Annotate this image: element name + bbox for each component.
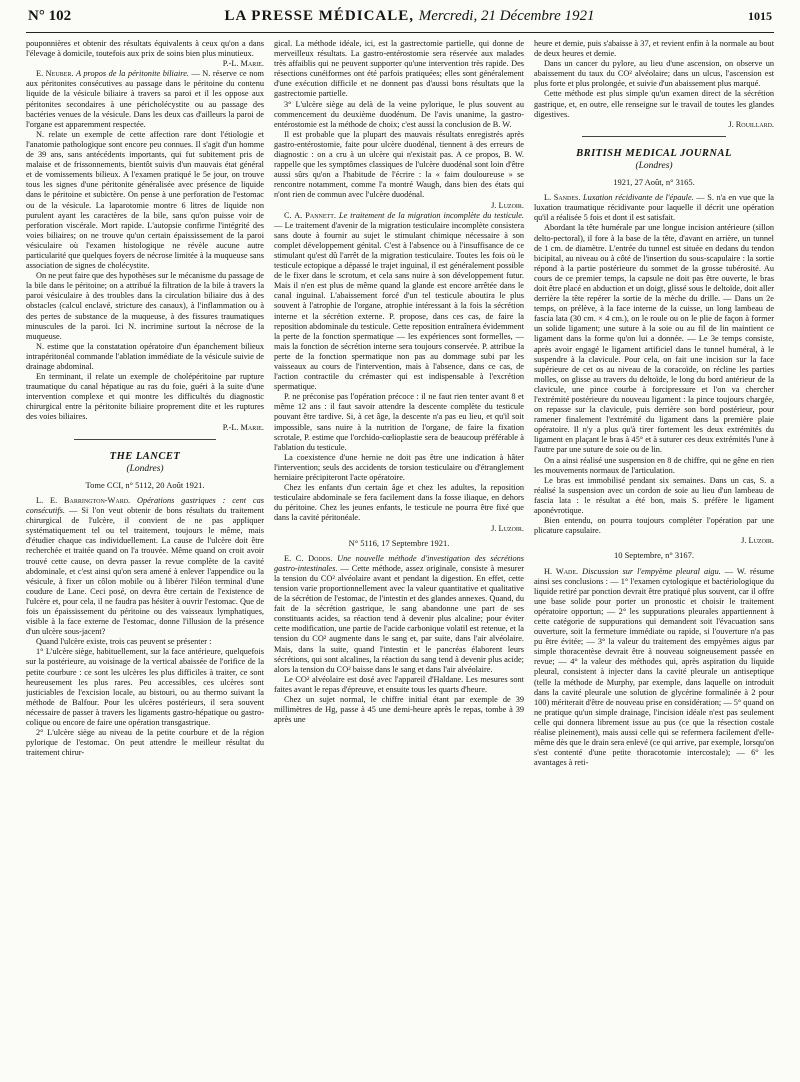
section-divider	[74, 439, 217, 440]
issue-number: N° 102	[28, 8, 72, 24]
issue-reference: 10 Septembre, n° 3167.	[613, 550, 695, 561]
paragraph: Chez un sujet normal, le chiffre initial étant par exemple de 39 millimètres de Hg, passe à 45 une demi-heure après le repas, tombe à 39 après une	[274, 695, 524, 725]
article-title: Luxation récidivante de l'épaule.	[583, 193, 694, 203]
article-title: A propos de la péritonite biliaire.	[75, 69, 189, 79]
paragraph: 3° L'ulcère siège au delà de la veine pylorique, le plus souvent au commencement du deuxième duodénum. De l'avis unanime, la gastro-entérostomie est la méthode de choix; c'est aussi la conclusion de B. W.	[274, 99, 524, 129]
paragraph-text: — W. résume ainsi ses conclusions : — 1° l'examen cytologique et bactériologique du liquide retiré par ponction devrait être pratiqué plus souvent, car il offre une base solide pour porter un pronostic et choisir le traitement opératoire opportun; — 2° les suppurations pleurales appartiennent à cette catégorie de suppurations qui demandent soit l'évacuation sans ouverture, soit la fermeture immédiate ou rapide, si l'ouverture n'a pas pu être évitée; — 3° la valeur du traitement des empyèmes aigus par simple thoracentèse devrait être à nouveau soigneusement passée en revue; — 4° la valeur des méthodes qui, après aspiration du liquide pleural, consistent à injecter dans la cavité pleurale un antiseptique (telle la méthode de Murphy, par exemple, dans laquelle on introduit dans la cavité pleurale une solution de glycérine formalinée à 2 pour 100) mériterait d'être de nouveau prise en considération; — 5° quand on ne pratique qu'un simple drainage, l'incision idéale n'est pas seulement celle qui donnera librement issue au pus (ce que la résection costale réalise pleinement), mais aussi celle qui se refermera facilement d'elle-même dès que le drain sera enlevé (ce qui arrive, par exemple, lorsqu'on s'est contenté d'une petite thoracotomie intercostale); — 6° les avantages à reti-	[534, 566, 774, 768]
section-divider	[582, 136, 726, 137]
article-barrington-intro	[26, 496, 264, 637]
article-title: Opérations gastriques : cent cas consécutifs.	[26, 495, 264, 516]
paragraph-text: — S. n'a en vue que la luxation traumatique récidivante pour laquelle il décrit une opération qu'il a réalisée 5 fois et dont il est satisfait.	[534, 193, 774, 223]
masthead	[225, 8, 595, 25]
paragraph: La coexistence d'une hernie ne doit pas être une indication à hâter l'intervention; seuls des accidents de torsion testiculaire ou d'étranglement herniaire précipiteront l'acte opératoire.	[274, 452, 524, 483]
article-author: E. Neuber.	[36, 69, 74, 79]
page-number: 1015	[748, 9, 772, 23]
article-title: Discussion sur l'empyème pleural aigu.	[582, 566, 721, 576]
article-title: Une nouvelle méthode d'investigation des sécrétions gastro-intestinales.	[274, 553, 524, 573]
article-author: E. C. Dodds.	[284, 553, 333, 563]
signature: P.-L. Marie.	[222, 59, 264, 69]
paragraph: Quand l'ulcère existe, trois cas peuvent se présenter :	[36, 637, 212, 647]
paragraph: Le bras est immobilisé pendant six semaines. Dans un cas, S. a réalisé la suspension avec un cordon de soie au lieu d'un lambeau de fascia lata : le résultat a été bon, mais S. préfère le ligament aponévrotique.	[534, 475, 774, 516]
column-right	[534, 39, 774, 1069]
paragraph: heure et demie, puis s'abaisse à 37, et revient enfin à la normale au bout de deux heures et demie.	[534, 39, 774, 59]
paragraph: Abordant la tête humérale par une longue incision antérieure (sillon delto-pectoral), il fore à la base de la tête, d'avant en arrière, un tunnel de 1 cm. de diamètre. L'entrée du tunnel est située en dedans du tendon bicipital, au niveau ou à côté de l'insertion du sous-scapulaire : la sortie répond à la partie postérieure du sommet de la grosse tubérosité. Au cours de ce premier temps, la capsule ne doit pas être ouverte, le bras doit être placé en abduction et un doigt, glissé sous le deltoïde, doit aller derrière la tête repérer la sortie de la mèche du drille. — Dans un 2e temps, on prélève, à la face interne de la cuisse, un long lambeau de fascia lata (30 cm. × 4 cm.), on le roule ou on le plie de façon à former un solide ligament; une suture à la soie ou au fil de lin maintient ce ligament dans la forme qu'on lui a donnée. — Le 3e temps consiste, après avoir engagé le ligament artificiel dans le tunnel huméral, à le suspendre à la clavicule. Pour cela, on fait une incision sur la face supérieure de cet os au niveau de la coracoïde, on récline les parties molles, on glisse au travers du deltoïde, le long du bord antérieur de la clavicule, une pince courbe à forcipressure et l'on va chercher l'extrémité postérieure du nouveau ligament : la pince toujours chargée, on repasse sur la clavicule, puis derrière son bord postérieur, pour ramener finalement l'extrémité du ligament dans la première plaie opératoire. Il n'y a plus qu'à tirer fortement les deux extrémités du ligament en plaçant le bras à 45° et à suturer ces deux extrémités l'une à l'autre par une suture de soie ou de lin.	[534, 223, 774, 455]
article-neuber-intro	[26, 69, 264, 130]
paragraph: On a ainsi réalisé une suspension en 8 de chiffre, qui ne gêne en rien les mouvements normaux de l'articulation.	[534, 455, 774, 475]
page-header	[26, 8, 774, 33]
section-journal-city: (Londres)	[126, 463, 164, 474]
signature: J. Luzoir.	[741, 536, 774, 546]
article-author: L. Sandes.	[544, 193, 581, 203]
issue-reference: 1921, 27 Août, n° 3165.	[613, 177, 695, 188]
signature: P.-L. Marie.	[222, 422, 264, 432]
article-pannett-intro	[274, 211, 524, 393]
paragraph: Il est probable que la plupart des mauvais résultats enregistrés après gastro-entérostomie, faite pour ulcère duodénal, tiennent à des erreurs de diagnostic : on a cru à un ulcère qui n'existait pas. A ce propos, B. W. rappelle que les symptômes classiques de l'ulcère duodénal sont loin d'être aussi sûrs qu'on a l'habitude de l'écrire : la « faim douloureuse » se rencontre notamment, comme l'a montré Waugh, dans bien des états qui n'ont rien de commun avec l'ulcère duodénal.	[274, 129, 524, 200]
article-dodds-intro	[274, 554, 524, 675]
signature: J. Luzoir.	[491, 200, 524, 210]
paragraph: En terminant, il relate un exemple de cholépéritoine par rupture traumatique du canal hépatique au ras du foie, guéri à la suite d'une intervention complexe et qui montre les difficultés du diagnostic chirurgical entre la péritonite biliaire proprement dite et les ruptures des voies biliaires.	[26, 372, 264, 422]
article-title: Le traitement de la migration incomplète du testicule.	[338, 210, 524, 220]
paragraph: gical. La méthode idéale, ici, est la gastrectomie partielle, qui donne de merveilleux résultats. La gastro-entérostomie sera réservée aux malades très affaiblis qui ne peuvent supporter qu'une intervention très rapide. Des résections cunéiformes ont été parfois pratiquées; elles sont généralement d'une exécution difficile et ne donnent pas d'aussi bons résultats que la gastrectomie partielle.	[274, 39, 524, 99]
paragraph: On ne peut faire que des hypothèses sur le mécanisme du passage de la bile dans le péritoine; on a attribué la filtration de la bile à travers la paroi vésiculaire à des troubles dans la circulation biliaire dus à des obstacles (calcul enclavé, stricture des canaux), à l'inflammation ou à des pertes de substance de la muqueuse, à des fissures traumatiques minuscules de la paroi. Ici N. incrimine surtout la nécrose de la muqueuse.	[26, 271, 264, 341]
article-sandes-intro	[534, 193, 774, 223]
paragraph: Chez les enfants d'un certain âge et chez les adultes, la reposition testiculaire abdominale se fera facilement dans la fosse iliaque, en dehors du péritoine. Chez les jeunes enfants, le testicule ne pourra être fixé que dans la cavité péritonéale.	[274, 483, 524, 523]
paragraph: N. estime que la constatation opératoire d'un épanchement bilieux intrapéritonéal commande l'ablation immédiate de la vésicule suivie de drainage abdominal.	[26, 341, 264, 371]
article-author: C. A. Pannett.	[284, 210, 336, 220]
paragraph: Cette méthode est plus simple qu'un examen direct de la sécrétion gastrique, et, en outre, elle renseigne sur le travail de toutes les glandes digestives.	[534, 89, 774, 119]
section-journal-title: THE LANCET	[109, 450, 181, 462]
paragraph-text: — Si l'on veut obtenir de bons résultats du traitement chirurgical de l'ulcère, il convient de ne pas appliquer systématiquement tel ou tel traitement, toujours le même, mais d'étudier chaque cas individuellement. La cause de l'ulcère doit être recherchée et traitée quand on l'a trouvée. Même quand on croit avoir trouvé cette cause, on devra passer la revue complète de la cavité abdominale, et c'est ainsi qu'on sera amené à enlever l'appendice ou la vésicule, à fixer un côlon mobile ou à libérer l'iléon terminal d'une coudure de Lane. Ceci posé, on devra être certain de l'existence de l'ulcère et, pour cela, il ne faudra pas hésiter à ouvrir l'estomac. Que de fois un épaississement du péritoine ou des vaisseaux lymphatiques, visible à la face externe de l'estomac, donne l'illusion de la présence d'un ulcère sous-jacent?	[26, 506, 264, 637]
paragraph-text: — Cette méthode, assez originale, consiste à mesurer la tension du CO² alvéolaire avant et pendant la digestion. En effet, cette tension varie proportionnellement avec la valeur quantitative et qualitative de la sécrétion de l'estomac, de l'intestin et des glandes annexes. Quand, du fait de la sécrétion gastrique, le sang abandonne une part de ses constituants acides, sa réaction tend à devenir plus alcaline; pour éviter cette modification, une partie de l'acide carbonique volatil est retenue, et la tension du CO² augmente dans le sang et, par suite, dans l'air alvéolaire. Mais, dans la suite, quand l'intestin et le pancréas élaborent leurs sécrétions, qui sont alcalines, la réaction du sang tend à devenir plus acide; alors la tension du CO² baisse dans le sang et dans l'air alvéolaire.	[274, 563, 524, 674]
paragraph-text: — N. réserve ce nom aux péritonites consécutives au passage dans le péritoine du contenu liquide de la vésicule biliaire à travers sa paroi et il les oppose aux péritonites secondaires à une péricholécystite ou au passage des bactéries venues de la vésicule. Dans les deux cas d'ailleurs la paroi de l'organe est apparemment respectée.	[26, 69, 264, 129]
paragraph: P. ne préconise pas l'opération précoce : il ne faut rien tenter avant 8 et même 12 ans : il faut savoir attendre la descente complète du testicule pouvant être tardive. Si, à cet âge, la descente n'a pas eu lieu, et qu'il soit impossible, sans nuire à la nutrition de l'organe, de faire la fixation scrotale, P. estime que l'orchido-cœlioplastie sera de beaucoup préférable à l'ablation du testicule.	[274, 392, 524, 452]
text-columns	[26, 39, 774, 1069]
article-author: L. E. Barrington-Ward.	[36, 495, 131, 505]
paragraph: Dans un cancer du pylore, au lieu d'une ascension, on observe un abaissement du taux du CO² alvéolaire; dans un ulcus, l'ascension est plus forte et plus prolongée, et suivie d'un abaissement plus marqué.	[534, 59, 774, 89]
paragraph: pouponnières et obtenir des résultats équivalents à ceux qu'on a dans l'élevage à domicile, toutefois aux prix de soins bien plus minutieux.	[26, 39, 264, 59]
paragraph: 1° L'ulcère siège, habituellement, sur la face antérieure, quelquefois sur la postérieure, au voisinage de la vertical abaissée de l'orifice de la petite courbure : ce sont les ulcères les plus difficiles à traiter, ce sont heureusement les plus rares. Peu accessibles, ces ulcères sont justiciables de l'excision locale, au bistouri, ou au thermo suivant la méthode de Balfour. Pour les ulcères postérieurs, il sera souvent nécessaire de passer à travers les ligaments gastro-hépatique ou gastro-colique ou encore de faire une opération transgastrique.	[26, 647, 264, 727]
paragraph-text: — Le traitement d'avenir de la migration testiculaire incomplète consistera sans doute à fournir au sujet le stimulant chimique nécessaire à son complet développement génital. C'est à l'absence ou à l'insuffisance de ce stimulant qu'est dû l'arrêt de la migration testiculaire. Toutes les fois où le testicule ectopique a dépassé le trajet inguinal, il est généralement possible de le fixer dans le scrotum, et cela sans nuire à son développement futur. Mais il n'en est plus de même quand la glande est encore arrêtée dans le canal inguinal. L'abaissement forcé d'un tel testicule aboutira le plus souvent à l'atrophie de l'organe, atrophie intéressant à la fois la sécrétion interne et la sécrétion externe. P. propose, dans ces cas, de faire la reposition abdominale du testicule. Cette reposition entraînera évidemment la perte de la fonction spermatique — les expériences sont formelles, — mais la fonction de sécrétion interne sera toujours conservée. P. attribue la perte de la fonction spermatique non pas au dommage subi par les vaisseaux au cours de l'intervention, mais à l'absence, dans ce cas, de l'action contractile du crémaster qui est indispensable à l'excrétion spermatique.	[274, 220, 524, 392]
column-left	[26, 39, 264, 1069]
paragraph: N. relate un exemple de cette affection rare dont l'étiologie et l'anatomie pathologique sont encore peu connues. Il s'agit d'un homme de 39 ans, sans antécédents importants, qui fut subitement pris de malaise et de frissonnements, bientôt suivis d'un mauvais état général et de vomissements bilieux. A l'examen pratiqué le 5e jour, on trouve tous les signes d'une péritonite généralisée avec présence de liquide dans le péritoine et subictère. On pense à une perforation de l'estomac ou de la vésicule. La laparotomie montre 6 litres de liquide non purulent ayant les caractères de la bile, sans qu'on puisse voir de perforation viscérale. Mort rapide. L'autopsie confirme l'intégrité des voies biliaires; on ne trouve qu'un certain épaississement de la paroi vésiculaire où l'examen histologique ne révèle aucune autre particularité que quelques foyers de nécrose limitée à la muqueuse sans association de signes de cholécystite.	[26, 129, 264, 271]
section-journal-title: BRITISH MEDICAL JOURNAL	[576, 147, 732, 159]
section-journal-city: (Londres)	[635, 160, 673, 171]
paragraph: 2° L'ulcère siège au niveau de la petite courbure et de la région pylorique de l'estomac. On peut attendre le meilleur résultat du traitement chirur-	[26, 728, 264, 758]
journal-title: LA PRESSE MÉDICALE,	[224, 8, 415, 24]
issue-reference: Tome CCI, n° 5112, 20 Août 1921.	[85, 479, 205, 490]
issue-date: Mercredi, 21 Décembre 1921	[418, 8, 595, 24]
newspaper-page	[26, 8, 774, 1074]
paragraph: Le CO² alvéolaire est dosé avec l'appareil d'Haldane. Les mesures sont faites avant le repas d'épreuve, et ensuite tous les quarts d'heure.	[274, 674, 524, 694]
column-middle	[274, 39, 524, 1069]
article-author: H. Wade.	[544, 566, 579, 576]
signature: J. Luzoir.	[491, 523, 524, 533]
signature: J. Rouillard.	[728, 119, 774, 129]
issue-reference: N° 5116, 17 Septembre 1921.	[348, 537, 450, 548]
paragraph: Bien entendu, on pourra toujours compléter l'opération par une plicature capsulaire.	[534, 516, 774, 536]
article-wade-intro	[534, 567, 774, 769]
